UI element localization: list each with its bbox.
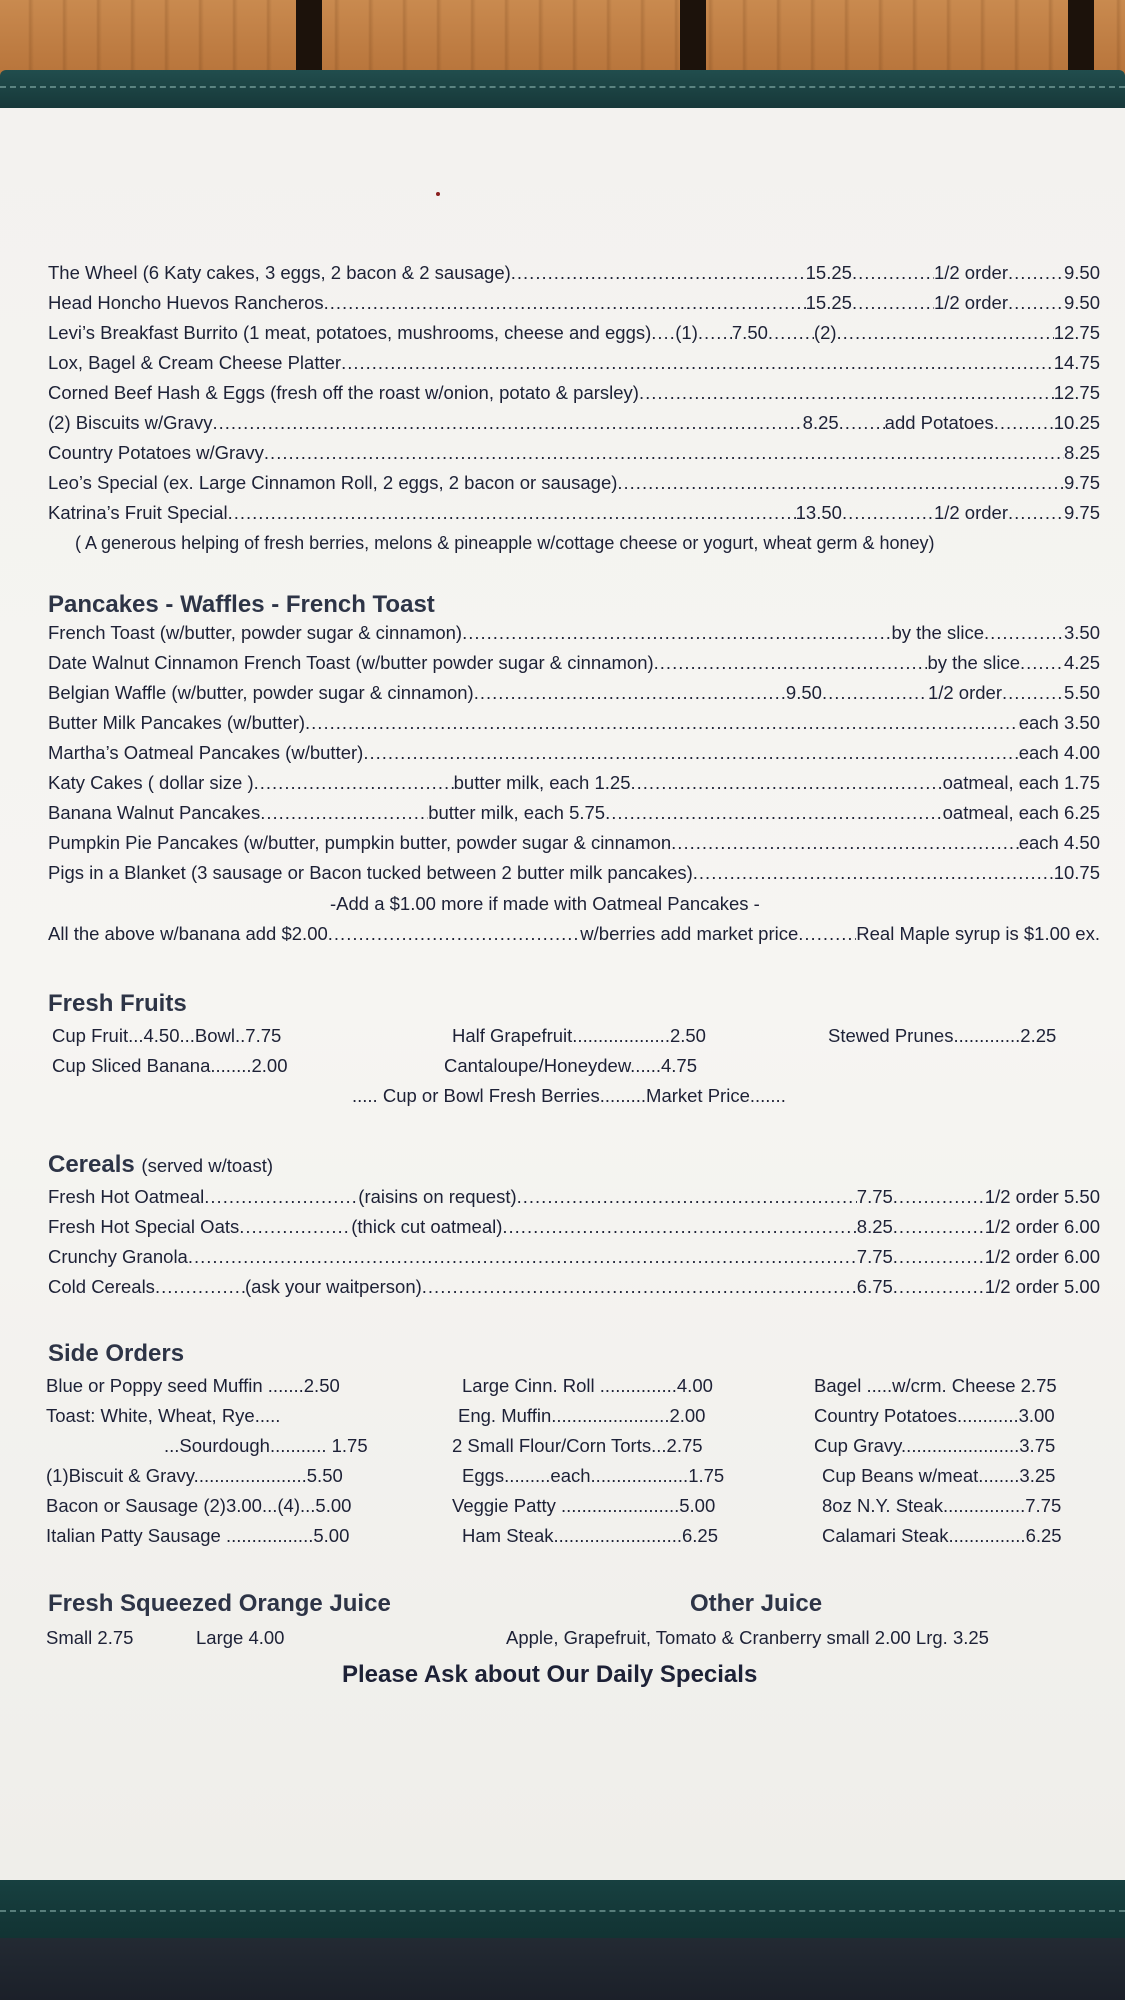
menu-item: 2 Small Flour/Corn Torts...2.75 <box>452 1435 703 1456</box>
daily-specials-footer: Please Ask about Our Daily Specials <box>342 1661 758 1688</box>
plank-gap <box>1068 0 1094 80</box>
menu-item: Pigs in a Blanket (3 sausage or Bacon tucked between 2 butter milk pancakes) ..... 10.75 <box>48 862 1100 884</box>
pancake-extras: All the above w/banana add $2.00 ..... w/berries add market price ..... Real Maple syrup is $1.00 ex. <box>48 923 1100 945</box>
cover-stitching <box>0 1910 1125 1912</box>
plank-gap <box>296 0 322 80</box>
section-title-orange-juice: Fresh Squeezed Orange Juice <box>48 1590 391 1617</box>
menu-item: Banana Walnut Pancakes ..... butter milk, each 5.75 ..... oatmeal, each 6.25 <box>48 802 1100 824</box>
menu-item: Stewed Prunes.............2.25 <box>828 1025 1057 1046</box>
menu-item: The Wheel (6 Katy cakes, 3 eggs, 2 bacon & 2 sausage) ..... 15.25 ..... 1/2 order ..... 9.50 <box>48 262 1100 284</box>
menu-item: (1)Biscuit & Gravy......................5.50 <box>46 1465 343 1486</box>
menu-item: Country Potatoes w/Gravy ..... 8.25 <box>48 442 1100 464</box>
section-title-cereals: Cereals (served w/toast) <box>48 1151 274 1178</box>
menu-item: Bagel .....w/crm. Cheese 2.75 <box>814 1375 1057 1396</box>
cereals-subtitle: (served w/toast) <box>141 1155 274 1176</box>
menu-item: Butter Milk Pancakes (w/butter) ..... each 3.50 <box>48 712 1100 734</box>
menu-item: Eng. Muffin.......................2.00 <box>458 1405 706 1426</box>
menu-item: Fresh Hot Special Oats ..... (thick cut oatmeal) ..... 8.25 ..... 1/2 order 6.00 <box>48 1216 1100 1238</box>
menu-item: (2) Biscuits w/Gravy ..... 8.25 ..... add Potatoes ..... 10.25 <box>48 412 1100 434</box>
menu-item: Small 2.75 <box>46 1627 134 1648</box>
section-title-fruits: Fresh Fruits <box>48 990 187 1017</box>
menu-item: Martha’s Oatmeal Pancakes (w/butter) ..... each 4.00 <box>48 742 1100 764</box>
menu-item: Country Potatoes............3.00 <box>814 1405 1055 1426</box>
menu-item: Katrina’s Fruit Special ..... 13.50 ..... 1/2 order ..... 9.75 <box>48 502 1100 524</box>
menu-item: Eggs.........each...................1.75 <box>462 1465 725 1486</box>
menu-item: Large Cinn. Roll ...............4.00 <box>462 1375 713 1396</box>
menu-item: Levi’s Breakfast Burrito (1 meat, potatoes, mushrooms, cheese and eggs) ..... (1) ..... 7.50 ..... (2) ..... 12.75 <box>48 322 1100 344</box>
menu-item: Leo’s Special (ex. Large Cinnamon Roll, 2 eggs, 2 bacon or sausage) ..... 9.75 <box>48 472 1100 494</box>
menu-item: Head Honcho Huevos Rancheros ..... 15.25 ..... 1/2 order ..... 9.50 <box>48 292 1100 314</box>
menu-page <box>0 108 1125 1880</box>
menu-item: Large 4.00 <box>196 1627 285 1648</box>
menu-item: Veggie Patty .......................5.00 <box>452 1495 716 1516</box>
menu-item: Bacon or Sausage (2)3.00...(4)...5.00 <box>46 1495 352 1516</box>
menu-item: Corned Beef Hash & Eggs (fresh off the roast w/onion, potato & parsley) ..... 12.75 <box>48 382 1100 404</box>
cover-stitching <box>0 86 1125 88</box>
menu-item: Date Walnut Cinnamon French Toast (w/butter powder sugar & cinnamon) ..... by the slice ..... 4.25 <box>48 652 1100 674</box>
menu-item: Apple, Grapefruit, Tomato & Cranberry small 2.00 Lrg. 3.25 <box>506 1627 989 1648</box>
menu-item: Fresh Hot Oatmeal ..... (raisins on request) ..... 7.75 ..... 1/2 order 5.50 <box>48 1186 1100 1208</box>
menu-item: ...Sourdough........... 1.75 <box>164 1435 368 1456</box>
section-title-pancakes: Pancakes - Waffles - French Toast <box>48 591 435 618</box>
section-title-other-juice: Other Juice <box>690 1590 823 1617</box>
table-underside <box>0 1938 1125 2000</box>
menu-item: Lox, Bagel & Cream Cheese Platter ..... 14.75 <box>48 352 1100 374</box>
menu-item: French Toast (w/butter, powder sugar & cinnamon) ..... by the slice ..... 3.50 <box>48 622 1100 644</box>
menu-item: Cup Beans w/meat........3.25 <box>822 1465 1056 1486</box>
menu-item: Cup Sliced Banana........2.00 <box>52 1055 288 1076</box>
menu-item: 8oz N.Y. Steak................7.75 <box>822 1495 1062 1516</box>
menu-item: Ham Steak.........................6.25 <box>462 1525 719 1546</box>
menu-item: Blue or Poppy seed Muffin .......2.50 <box>46 1375 340 1396</box>
menu-item: Italian Patty Sausage .................5.00 <box>46 1525 350 1546</box>
section-title-sides: Side Orders <box>48 1340 185 1367</box>
oatmeal-note: -Add a $1.00 more if made with Oatmeal Pancakes - <box>330 893 760 914</box>
menu-item: Pumpkin Pie Pancakes (w/butter, pumpkin butter, powder sugar & cinnamon ..... each 4.50 <box>48 832 1100 854</box>
menu-item: Toast: White, Wheat, Rye..... <box>46 1405 281 1426</box>
menu-item: ..... Cup or Bowl Fresh Berries.........Market Price....... <box>352 1085 786 1106</box>
menu-item: Crunchy Granola ..... 7.75 ..... 1/2 order 6.00 <box>48 1246 1100 1268</box>
menu-item: Katy Cakes ( dollar size ) ..... butter milk, each 1.25 ..... oatmeal, each 1.75 <box>48 772 1100 794</box>
plank-gap <box>680 0 706 80</box>
menu-item: Cup Gravy.......................3.75 <box>814 1435 1056 1456</box>
menu-cover-bottom <box>0 1880 1125 1938</box>
menu-item: Belgian Waffle (w/butter, powder sugar & cinnamon) ..... 9.50 ..... 1/2 order ..... 5.50 <box>48 682 1100 704</box>
menu-item: Calamari Steak...............6.25 <box>822 1525 1062 1546</box>
menu-item: Cup Fruit...4.50...Bowl..7.75 <box>52 1025 282 1046</box>
menu-item: Cantaloupe/Honeydew......4.75 <box>444 1055 698 1076</box>
menu-item: Cold Cereals ..... (ask your waitperson) ..... 6.75 ..... 1/2 order 5.00 <box>48 1276 1100 1298</box>
fruit-special-note: ( A generous helping of fresh berries, melons & pineapple w/cottage cheese or yogurt, wheat germ & honey) <box>75 533 935 553</box>
menu-item: Half Grapefruit...................2.50 <box>452 1025 706 1046</box>
